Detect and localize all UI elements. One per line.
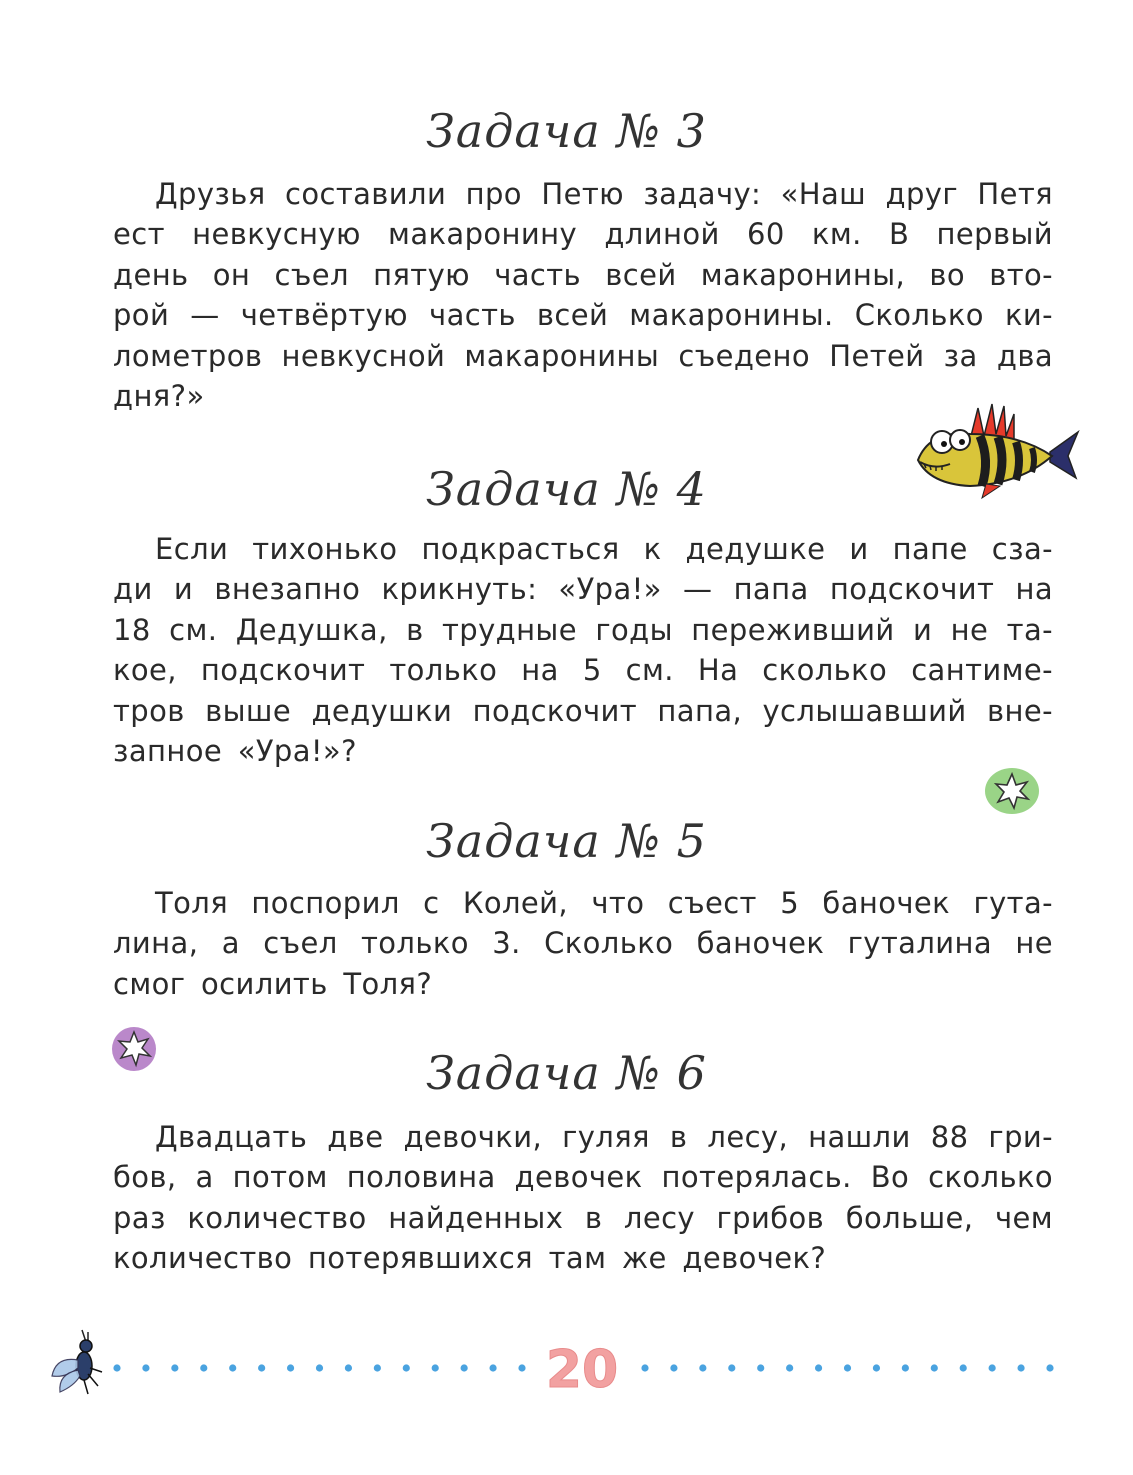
problem-5-line: Толя поспорил с Колей, что съест 5 баночек гута- — [155, 886, 1053, 920]
footer-dot — [518, 1364, 525, 1371]
problem-3-line: рой — четвёртую часть всей макаронины. Сколько ки- — [113, 298, 1053, 333]
problem-4-title: Задача № 4 — [426, 462, 707, 516]
green-star-badge-icon — [984, 766, 1040, 816]
problem-3-title: Задача № 3 — [426, 104, 707, 158]
footer-dot — [113, 1364, 120, 1371]
problem-5-title: Задача № 5 — [426, 814, 707, 868]
footer-dot — [258, 1364, 265, 1371]
problem-4-line: ди и внезапно крикнуть: «Ура!» — папа подскочит на — [113, 572, 1053, 607]
problem-3-line: лометров невкусной макаронины съедено Петей за два — [113, 338, 1053, 373]
footer-dot — [989, 1364, 996, 1371]
footer-dot — [699, 1364, 706, 1371]
footer-dot — [902, 1364, 909, 1371]
problem-6-text — [113, 1117, 1053, 1279]
problem-3-line: Друзья составили про Петю задачу: «Наш друг Петя — [155, 177, 1053, 211]
footer-dot — [200, 1364, 207, 1371]
problem-3-line: дня?» — [113, 379, 205, 414]
footer-dot — [670, 1364, 677, 1371]
footer-dot — [461, 1364, 468, 1371]
problem-3-line: ест невкусную макаронину длиной 60 км. В первый — [113, 217, 1053, 252]
footer-dot — [786, 1364, 793, 1371]
problem-6-line: раз количество найденных в лесу грибов больше, чем — [113, 1200, 1053, 1235]
footer-dot — [171, 1364, 178, 1371]
problem-4-line: кое, подскочит только на 5 см. На сколько сантиме- — [113, 653, 1053, 688]
problem-6-title: Задача № 6 — [426, 1046, 707, 1100]
problem-4-line: тров выше дедушки подскочит папа, услышавший вне- — [113, 693, 1053, 728]
problem-4-line: Если тихонько подкрасться к дедушке и папе сза- — [155, 532, 1053, 566]
footer-dot — [873, 1364, 880, 1371]
problem-4-line: 18 см. Дедушка, в трудные годы переживший и не та- — [113, 612, 1053, 647]
footer-dot — [728, 1364, 735, 1371]
problem-3-line: день он съел пятую часть всей макаронины, во вто- — [113, 257, 1053, 292]
problem-4-text — [113, 529, 1053, 771]
footer-dot — [1046, 1364, 1053, 1371]
footer-dot — [1017, 1364, 1024, 1371]
footer-dot — [287, 1364, 294, 1371]
problem-5-line: лина, а съел только 3. Сколько баночек гуталина не — [113, 926, 1053, 961]
problem-5-text — [113, 883, 1053, 1004]
footer-dot — [345, 1364, 352, 1371]
problem-6-line: бов, а потом половина девочек потерялась. Во сколько — [113, 1160, 1053, 1195]
footer-dot — [489, 1364, 496, 1371]
footer-dot — [757, 1364, 764, 1371]
page-number: 20 — [545, 1340, 619, 1400]
footer-dot — [641, 1364, 648, 1371]
problem-4-line: запное «Ура!»? — [113, 734, 357, 769]
footer-dots-right — [640, 1340, 1055, 1380]
footer-dot — [815, 1364, 822, 1371]
fly-illustration — [48, 1326, 106, 1398]
footer-dots-left — [112, 1340, 527, 1380]
problem-5-line: смог осилить Толя? — [113, 966, 433, 1001]
footer-dot — [316, 1364, 323, 1371]
footer-dot — [229, 1364, 236, 1371]
footer-dot — [432, 1364, 439, 1371]
footer-dot — [142, 1364, 149, 1371]
problem-6-line: Двадцать две девочки, гуляя в лесу, нашли 88 гри- — [155, 1120, 1053, 1154]
footer-dot — [844, 1364, 851, 1371]
problem-6-line: количество потерявшихся там же девочек? — [113, 1241, 827, 1276]
footer-dot — [931, 1364, 938, 1371]
problem-3-text — [113, 174, 1053, 416]
footer-dot — [403, 1364, 410, 1371]
footer-dot — [374, 1364, 381, 1371]
footer-dot — [960, 1364, 967, 1371]
